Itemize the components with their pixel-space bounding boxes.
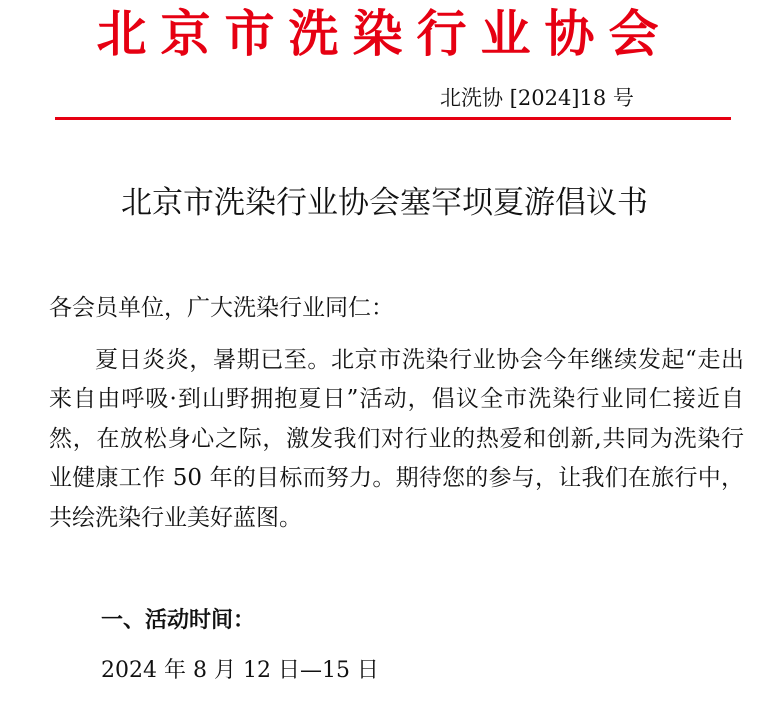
section-heading-activity-time: 一、活动时间：	[101, 608, 256, 633]
document-number: 北洗协 [2024]18 号	[440, 86, 634, 110]
organization-masthead: 北京市洗染行业协会	[96, 5, 673, 63]
document-title: 北京市洗染行业协会塞罕坝夏游倡议书	[121, 185, 648, 221]
activity-date: 2024 年 8 月 12 日—15 日	[101, 658, 379, 683]
salutation: 各会员单位，广大洗染行业同仁：	[49, 295, 394, 321]
red-divider-line	[55, 117, 731, 120]
body-paragraph: 夏日炎炎，暑期已至。北京市洗染行业协会今年继续发起“走出来自由呼吸·到山野拥抱夏日”活动，倡议全市洗染行业同仁接近自然，在放松身心之际，激发我们对行业的热爱和创新,共同为洗染行业健康工作 50 年的目标而努力。期待您的参与，让我们在旅行中，共绘洗染行业美好蓝图。	[49, 347, 744, 531]
